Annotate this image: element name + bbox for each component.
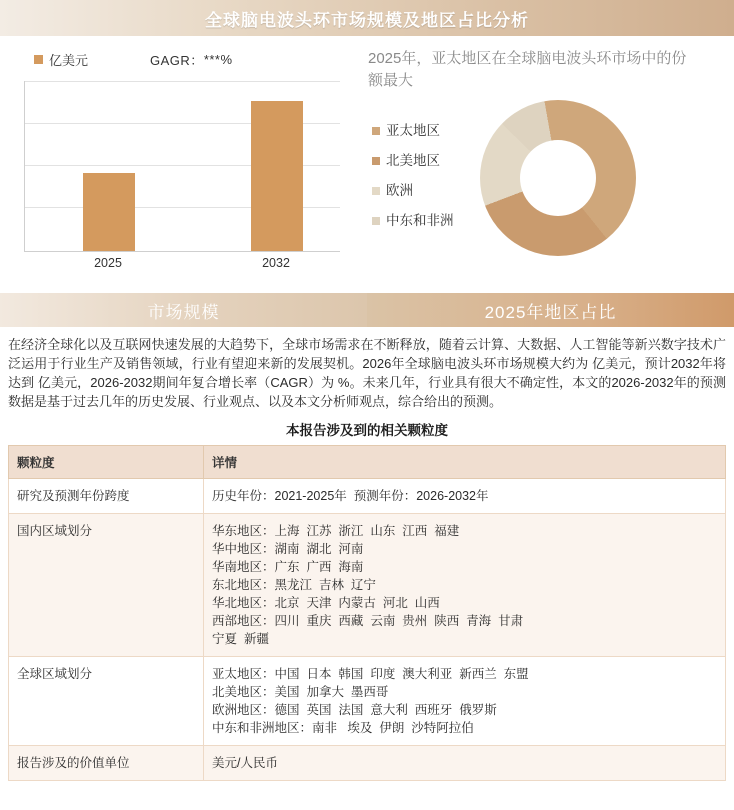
donut-body bbox=[366, 100, 728, 260]
summary-paragraph: 在经济全球化以及互联网快速发展的大趋势下，全球市场需求在不断释放，随着云计算、大数据、人工智能等新兴数字技术广泛运用于行业生产及销售领域，行业有望迎来新的发展契机。2026年全球脑电波头环市场规模大约为 亿美元，预计2032年将达到 亿美元，2026-2032期间年复合增长率（CAGR）为 %。未来几年，行业具有很大不确定性，本文的2026-2032年的预测数据是基于过去几年的历史发展、行业观点、以及本文分析师观点，综合给出的预测。 bbox=[8, 337, 726, 409]
detail-line: 亚太地区：中国 日本 韩国 印度 澳大利亚 新西兰 东盟 bbox=[212, 667, 529, 681]
bar-plot-area bbox=[24, 81, 340, 252]
bar-2032 bbox=[251, 101, 303, 251]
table-row bbox=[9, 746, 726, 781]
x-tick-label: 2025 bbox=[94, 256, 122, 270]
x-tick-label: 2032 bbox=[262, 256, 290, 270]
table-cell-granularity: 报告涉及的价值单位 bbox=[9, 746, 204, 781]
donut-legend bbox=[366, 100, 474, 260]
page-header bbox=[0, 0, 734, 36]
detail-line: 历史年份：2021-2025年 预测年份：2026-2032年 bbox=[212, 489, 489, 503]
donut-chart bbox=[360, 36, 734, 292]
bar-2025 bbox=[83, 173, 135, 251]
detail-line: 宁夏 新疆 bbox=[212, 632, 269, 646]
detail-line: 西部地区：四川 重庆 西藏 云南 贵州 陕西 青海 甘肃 bbox=[212, 614, 524, 628]
bar-legend-label: 亿美元 bbox=[49, 53, 89, 68]
table-caption: 本报告涉及到的相关颗粒度 bbox=[286, 423, 448, 438]
detail-line: 华中地区：湖南 湖北 河南 bbox=[212, 542, 364, 556]
legend-swatch-icon bbox=[34, 55, 43, 64]
table-cell-detail bbox=[204, 479, 726, 514]
legend-swatch-icon bbox=[372, 157, 380, 165]
granularity-table bbox=[8, 445, 726, 781]
detail-line: 东北地区：黑龙江 吉林 辽宁 bbox=[212, 578, 376, 592]
legend-swatch-icon bbox=[372, 217, 380, 225]
donut-legend-item bbox=[372, 152, 474, 170]
donut-hole bbox=[520, 140, 596, 216]
donut-legend-item bbox=[372, 212, 474, 230]
cagr-label: GAGR： bbox=[150, 53, 204, 68]
detail-line: 中东和非洲地区：南非 埃及 伊朗 沙特阿拉伯 bbox=[212, 721, 474, 735]
section-region-share: 2025年地区占比 bbox=[367, 293, 734, 327]
gridline bbox=[25, 81, 340, 82]
table-header-detail: 详情 bbox=[204, 446, 726, 479]
donut-legend-item bbox=[372, 122, 474, 140]
detail-line: 北美地区：美国 加拿大 墨西哥 bbox=[212, 685, 389, 699]
charts-area bbox=[0, 36, 734, 293]
bar-x-axis bbox=[24, 256, 340, 274]
table-cell-granularity: 国内区域划分 bbox=[9, 514, 204, 657]
donut-legend-label: 北美地区 bbox=[386, 153, 440, 168]
section-market-size: 市场规模 bbox=[0, 293, 367, 327]
table-cell-granularity: 研究及预测年份跨度 bbox=[9, 479, 204, 514]
donut-legend-label: 欧洲 bbox=[386, 183, 413, 198]
bar-chart-legend bbox=[34, 50, 350, 69]
page-title: 全球脑电波头环市场规模及地区占比分析 bbox=[205, 10, 529, 30]
table-cell-detail bbox=[204, 514, 726, 657]
detail-line: 华南地区：广东 广西 海南 bbox=[212, 560, 364, 574]
detail-line: 美元/人民币 bbox=[212, 756, 278, 770]
table-cell-granularity: 全球区域划分 bbox=[9, 657, 204, 746]
donut-legend-item bbox=[372, 182, 474, 200]
detail-line: 华北地区：北京 天津 内蒙古 河北 山西 bbox=[212, 596, 440, 610]
table-header-granularity: 颗粒度 bbox=[9, 446, 204, 479]
bar-chart bbox=[0, 36, 360, 292]
table-row bbox=[9, 657, 726, 746]
donut-legend-label: 中东和非洲 bbox=[386, 213, 454, 228]
detail-line: 欧洲地区：德国 英国 法国 意大利 西班牙 俄罗斯 bbox=[212, 703, 497, 717]
detail-line: 华东地区：上海 江苏 浙江 山东 江西 福建 bbox=[212, 524, 460, 538]
cagr-value: ***% bbox=[203, 52, 233, 67]
table-row bbox=[9, 514, 726, 657]
table-header-row bbox=[9, 446, 726, 479]
section-bars bbox=[0, 293, 734, 327]
table-cell-detail bbox=[204, 746, 726, 781]
table-cell-detail bbox=[204, 657, 726, 746]
donut-graphic bbox=[474, 100, 644, 260]
donut-headline: 2025年，亚太地区在全球脑电波头环市场中的份额最大 bbox=[368, 50, 687, 89]
table-row bbox=[9, 479, 726, 514]
legend-swatch-icon bbox=[372, 127, 380, 135]
donut-legend-label: 亚太地区 bbox=[386, 123, 440, 138]
legend-swatch-icon bbox=[372, 187, 380, 195]
